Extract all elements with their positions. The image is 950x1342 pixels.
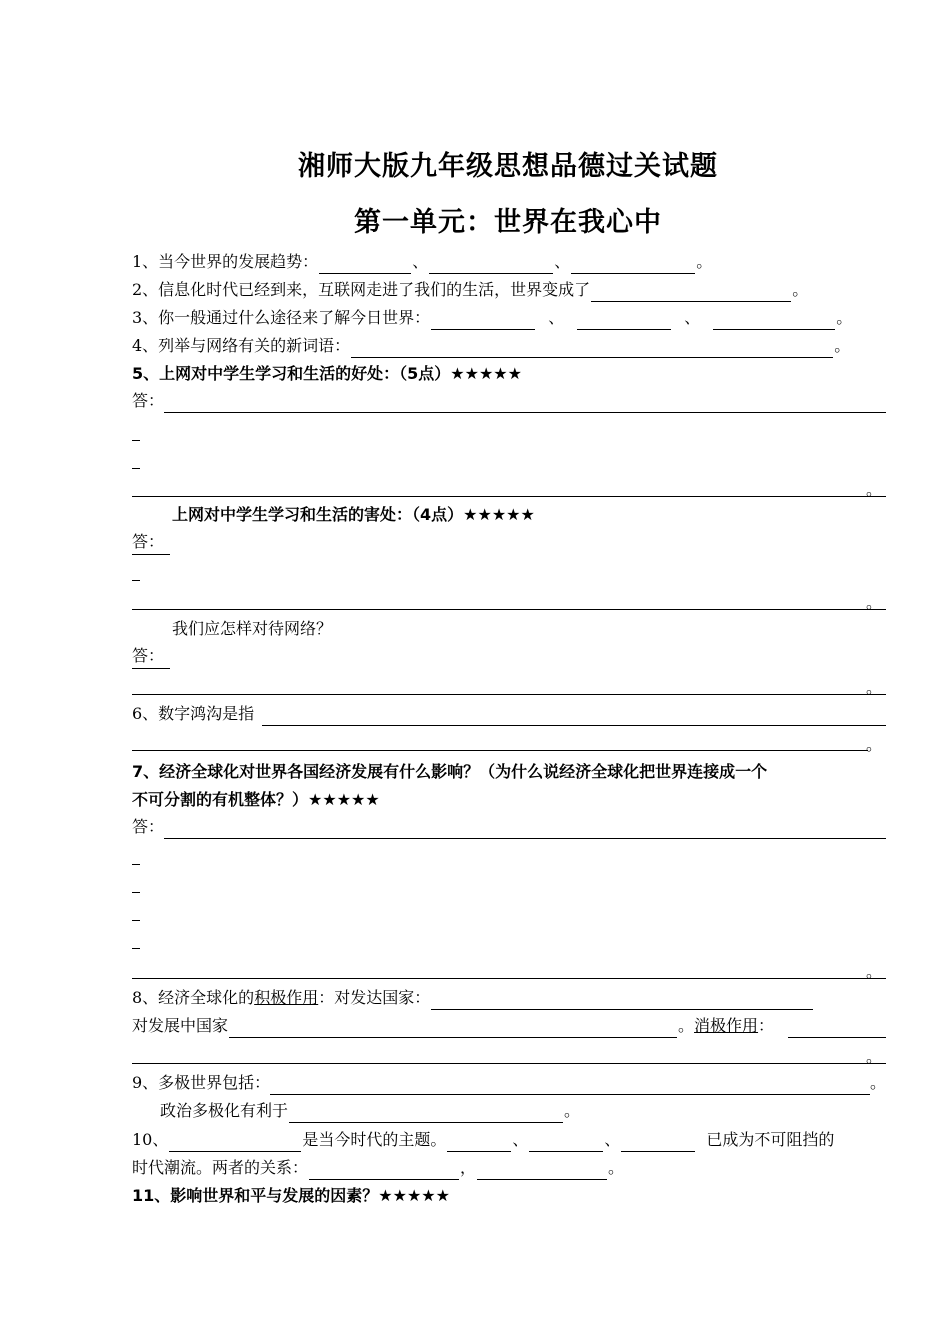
period: 。 xyxy=(866,678,883,697)
period: 。 xyxy=(834,336,851,355)
answer-dash xyxy=(132,580,140,581)
answer-blank[interactable] xyxy=(309,1160,459,1180)
answer-blank[interactable] xyxy=(529,1132,603,1152)
question-5c-answer-row xyxy=(132,645,886,669)
answer-blank[interactable] xyxy=(571,254,695,274)
colon: ： xyxy=(758,1016,775,1035)
period: 。 xyxy=(866,735,883,754)
answer-blank[interactable] xyxy=(319,254,411,274)
question-1 xyxy=(132,250,886,274)
answer-blank[interactable] xyxy=(591,282,791,302)
period: 。 xyxy=(696,252,713,271)
answer-label: 答： xyxy=(132,391,165,410)
question-5b: 上网对中学生学习和生活的害处：（4点）★★★★★ xyxy=(172,505,535,524)
question-5: 5、上网对中学生学习和生活的好处：（5点）★★★★★ xyxy=(132,364,522,383)
separator: 、 xyxy=(604,1130,621,1149)
answer-blank[interactable] xyxy=(229,1018,677,1038)
question-3 xyxy=(132,306,886,330)
political-multipolar-label: 政治多极化有利于 xyxy=(160,1101,289,1120)
answer-line[interactable] xyxy=(164,393,886,413)
answer-blank[interactable] xyxy=(351,338,833,358)
answer-line[interactable] xyxy=(132,495,886,497)
question-5c: 我们应怎样对待网络？ xyxy=(172,619,333,638)
answer-line[interactable] xyxy=(262,706,886,726)
question-7-line-1: 7、经济全球化对世界各国经济发展有什么影响？（为什么说经济全球化把世界连接成一个 xyxy=(132,762,768,781)
answer-line[interactable] xyxy=(132,608,886,610)
question-6 xyxy=(132,702,886,726)
period: 。 xyxy=(866,593,883,612)
answer-line[interactable] xyxy=(132,1062,886,1064)
separator: 、 xyxy=(512,1130,529,1149)
answer-blank[interactable] xyxy=(577,310,671,330)
answer-dash xyxy=(132,468,140,469)
answer-label: 答： xyxy=(132,644,170,669)
answer-dash xyxy=(132,864,140,865)
question-5-answer-row xyxy=(132,389,886,413)
answer-blank[interactable] xyxy=(713,310,835,330)
question-6-text: 6、数字鸿沟是指 xyxy=(132,704,255,723)
question-3-text: 3、你一般通过什么途径来了解今日世界： xyxy=(132,308,431,327)
period: 。 xyxy=(792,280,809,299)
answer-dash xyxy=(132,920,140,921)
question-10-text: 是当今时代的主题。 xyxy=(302,1130,447,1149)
answer-blank[interactable] xyxy=(429,254,553,274)
question-8-line-2 xyxy=(132,1014,886,1038)
answer-blank[interactable] xyxy=(431,990,813,1010)
question-2-text: 2、信息化时代已经到来，互联网走进了我们的生活，世界变成了 xyxy=(132,280,591,299)
answer-dash xyxy=(132,892,140,893)
question-9 xyxy=(132,1071,886,1095)
question-8 xyxy=(132,986,886,1010)
period: 。 xyxy=(866,962,883,981)
answer-label: 答： xyxy=(132,817,165,836)
answer-blank[interactable] xyxy=(169,1132,301,1152)
separator: 、 xyxy=(412,252,429,271)
question-10 xyxy=(132,1128,886,1152)
question-9-text: 9、多极世界包括： xyxy=(132,1073,271,1092)
period: 。 xyxy=(866,480,883,499)
answer-blank[interactable] xyxy=(289,1103,563,1123)
answer-blank[interactable] xyxy=(621,1132,695,1152)
question-8-text: 8、经济全球化的 xyxy=(132,988,255,1007)
comma: ， xyxy=(460,1158,477,1177)
unit-subtitle: 第一单元：世界在我心中 xyxy=(354,207,662,238)
answer-line[interactable] xyxy=(270,1075,870,1095)
question-10-trend-text: 已成为不可阻挡的 xyxy=(706,1130,835,1149)
negative-effect-label: 消极作用 xyxy=(694,1016,759,1035)
page-title: 湘师大版九年级思想品德过关试题 xyxy=(298,151,718,182)
period: 。 xyxy=(869,1073,886,1092)
relationship-label: 时代潮流。两者的关系： xyxy=(132,1158,309,1177)
answer-line[interactable] xyxy=(132,749,868,751)
period: 。 xyxy=(564,1101,581,1120)
answer-label: 答： xyxy=(132,530,170,555)
answer-line[interactable] xyxy=(132,977,886,979)
question-7-answer-row xyxy=(132,815,886,839)
period: 。 xyxy=(678,1016,695,1035)
question-10-line-2 xyxy=(132,1156,886,1180)
question-10-number: 10、 xyxy=(132,1130,169,1149)
developing-label: 对发展中国家 xyxy=(132,1016,229,1035)
answer-line[interactable] xyxy=(132,693,886,695)
question-9-line-2 xyxy=(160,1099,860,1123)
answer-blank[interactable] xyxy=(431,310,535,330)
question-2 xyxy=(132,278,886,302)
question-8-developed-label: ：对发达国家： xyxy=(318,988,431,1007)
answer-dash xyxy=(132,440,140,441)
question-4 xyxy=(132,334,886,358)
separator: 、 xyxy=(554,252,571,271)
question-11: 11、影响世界和平与发展的因素？★★★★★ xyxy=(132,1186,450,1205)
separator: 、 xyxy=(684,308,701,327)
question-5b-answer-row xyxy=(132,531,886,555)
positive-effect-label: 积极作用 xyxy=(254,988,319,1007)
answer-blank[interactable] xyxy=(477,1160,607,1180)
answer-line[interactable] xyxy=(164,819,886,839)
question-1-text: 1、当今世界的发展趋势： xyxy=(132,252,319,271)
answer-dash xyxy=(132,948,140,949)
period: 。 xyxy=(836,308,853,327)
period: 。 xyxy=(866,1047,883,1066)
answer-line[interactable] xyxy=(788,1018,886,1038)
period: 。 xyxy=(608,1158,625,1177)
question-4-text: 4、列举与网络有关的新词语： xyxy=(132,336,351,355)
separator: 、 xyxy=(548,308,565,327)
answer-blank[interactable] xyxy=(447,1132,511,1152)
question-7-line-2: 不可分割的有机整体？）★★★★★ xyxy=(132,790,380,809)
